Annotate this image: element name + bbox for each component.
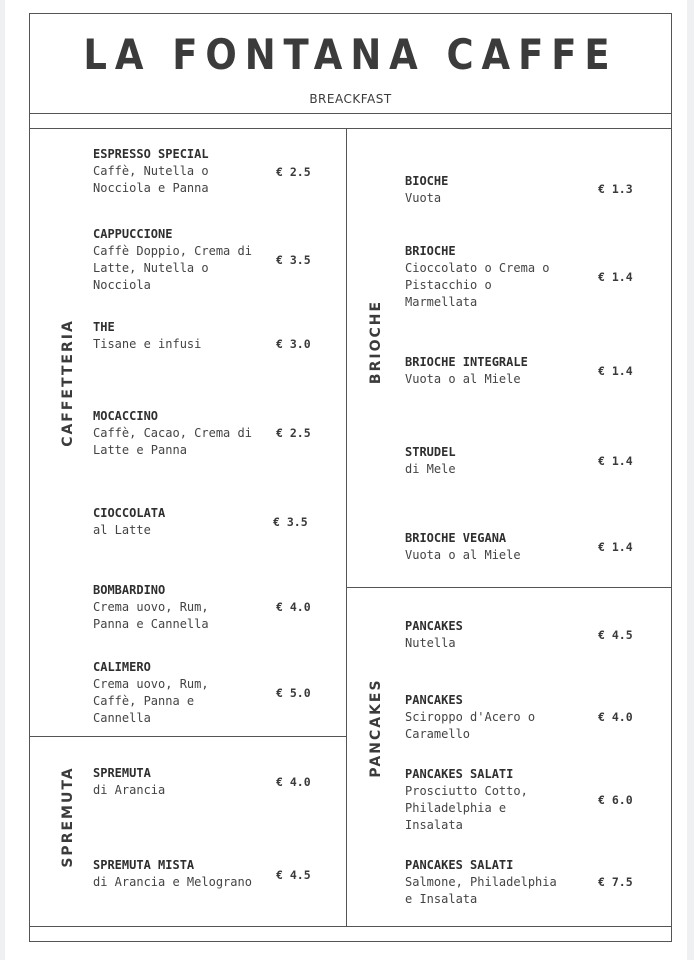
- item-name: BRIOCHE INTEGRALE: [405, 355, 528, 369]
- item-desc: Cioccolato o Crema o: [405, 261, 550, 275]
- item-desc: Nocciola: [93, 278, 151, 292]
- menu-item: [93, 582, 209, 633]
- item-desc: Panna e Cannella: [93, 617, 209, 631]
- item-price: € 4.0: [276, 600, 311, 614]
- menu-item: [405, 857, 557, 908]
- header-divider-lower: [29, 128, 672, 129]
- item-desc: Caffè, Nutella o: [93, 164, 209, 178]
- item-name: CAPPUCCIONE: [93, 227, 173, 241]
- brioche-pancakes-divider: [346, 587, 672, 588]
- item-price: € 2.5: [276, 426, 311, 440]
- item-name: BRIOCHE: [405, 244, 456, 258]
- item-price: € 3.5: [276, 253, 311, 267]
- menu-item: [93, 319, 201, 353]
- item-desc: Latte e Panna: [93, 443, 187, 457]
- menu-item: [405, 173, 448, 207]
- item-price: € 2.5: [276, 165, 311, 179]
- item-price: € 4.0: [598, 710, 633, 724]
- item-name: BIOCHE: [405, 174, 449, 188]
- menu-item: [93, 765, 165, 799]
- item-price: € 1.4: [598, 454, 633, 468]
- page-title: LA FONTANA CAFFE: [83, 30, 618, 79]
- column-divider: [346, 128, 347, 926]
- item-desc: Caffè Doppio, Crema di: [93, 244, 252, 258]
- item-price: € 1.4: [598, 270, 633, 284]
- item-desc: Tisane e infusi: [93, 337, 202, 351]
- item-desc: Marmellata: [405, 295, 478, 309]
- section-label-brioche: BRIOCHE: [368, 299, 384, 385]
- item-desc: Nutella: [405, 636, 456, 650]
- item-price: € 4.5: [598, 628, 633, 642]
- item-desc: e Insalata: [405, 892, 478, 906]
- item-desc: Cannella: [93, 711, 151, 725]
- section-label-pancakes: PANCAKES: [368, 678, 384, 778]
- item-desc: Vuota o al Miele: [405, 372, 521, 386]
- item-desc: Caffè, Cacao, Crema di: [93, 426, 252, 440]
- item-desc: Vuota: [405, 191, 442, 205]
- menu-item: [405, 618, 463, 652]
- footer-divider: [29, 926, 672, 927]
- item-name: THE: [93, 320, 115, 334]
- item-desc: Pistacchio o: [405, 278, 492, 292]
- menu-item: [93, 146, 209, 197]
- item-name: BOMBARDINO: [93, 583, 166, 597]
- item-desc: Vuota o al Miele: [405, 548, 521, 562]
- caffetteria-spremuta-divider: [29, 736, 347, 737]
- menu-item: [405, 444, 456, 478]
- item-name: PANCAKES: [405, 693, 463, 707]
- item-name: PANCAKES SALATI: [405, 767, 514, 781]
- item-price: € 7.5: [598, 875, 633, 889]
- item-desc: di Mele: [405, 462, 456, 476]
- item-desc: Prosciutto Cotto,: [405, 784, 528, 798]
- menu-item: [93, 408, 252, 459]
- item-name: CALIMERO: [93, 660, 151, 674]
- item-name: BRIOCHE VEGANA: [405, 531, 507, 545]
- item-desc: Crema uovo, Rum,: [93, 677, 209, 691]
- item-price: € 5.0: [276, 686, 311, 700]
- page-subtitle: BREACKFAST: [309, 92, 392, 106]
- menu-item: [405, 766, 528, 834]
- item-desc: Crema uovo, Rum,: [93, 600, 209, 614]
- item-price: € 3.0: [276, 337, 311, 351]
- item-desc: Latte, Nutella o: [93, 261, 209, 275]
- item-name: STRUDEL: [405, 445, 456, 459]
- item-name: SPREMUTA MISTA: [93, 858, 195, 872]
- menu-item: [93, 857, 252, 891]
- menu-item: [405, 354, 528, 388]
- item-desc: di Arancia e Melograno: [93, 875, 252, 889]
- item-price: € 4.0: [276, 775, 311, 789]
- menu-item: [93, 226, 252, 294]
- menu-item: [405, 530, 521, 564]
- section-label-spremuta: SPREMUTA: [60, 766, 76, 868]
- menu-item: [405, 692, 535, 743]
- item-desc: Caffè, Panna e: [93, 694, 195, 708]
- item-desc: Nocciola e Panna: [93, 181, 209, 195]
- item-price: € 4.5: [276, 868, 311, 882]
- menu-item: [405, 243, 550, 311]
- item-desc: di Arancia: [93, 783, 166, 797]
- section-label-caffetteria: CAFFETTERIA: [60, 319, 76, 447]
- item-desc: al Latte: [93, 523, 151, 537]
- item-desc: Caramello: [405, 727, 471, 741]
- item-desc: Philadelphia e: [405, 801, 507, 815]
- item-name: ESPRESSO SPECIAL: [93, 147, 209, 161]
- menu-item: [93, 659, 209, 727]
- header-divider: [29, 113, 672, 114]
- item-name: PANCAKES SALATI: [405, 858, 514, 872]
- item-price: € 3.5: [273, 515, 308, 529]
- item-price: € 1.4: [598, 364, 633, 378]
- item-desc: Sciroppo d'Acero o: [405, 710, 536, 724]
- item-desc: Salmone, Philadelphia: [405, 875, 557, 889]
- menu-page: [5, 0, 687, 960]
- item-name: PANCAKES: [405, 619, 463, 633]
- item-price: € 1.4: [598, 540, 633, 554]
- item-price: € 1.3: [598, 182, 633, 196]
- item-name: SPREMUTA: [93, 766, 151, 780]
- item-name: CIOCCOLATA: [93, 506, 166, 520]
- menu-item: [93, 505, 165, 539]
- item-name: MOCACCINO: [93, 409, 159, 423]
- item-desc: Insalata: [405, 818, 463, 832]
- item-price: € 6.0: [598, 793, 633, 807]
